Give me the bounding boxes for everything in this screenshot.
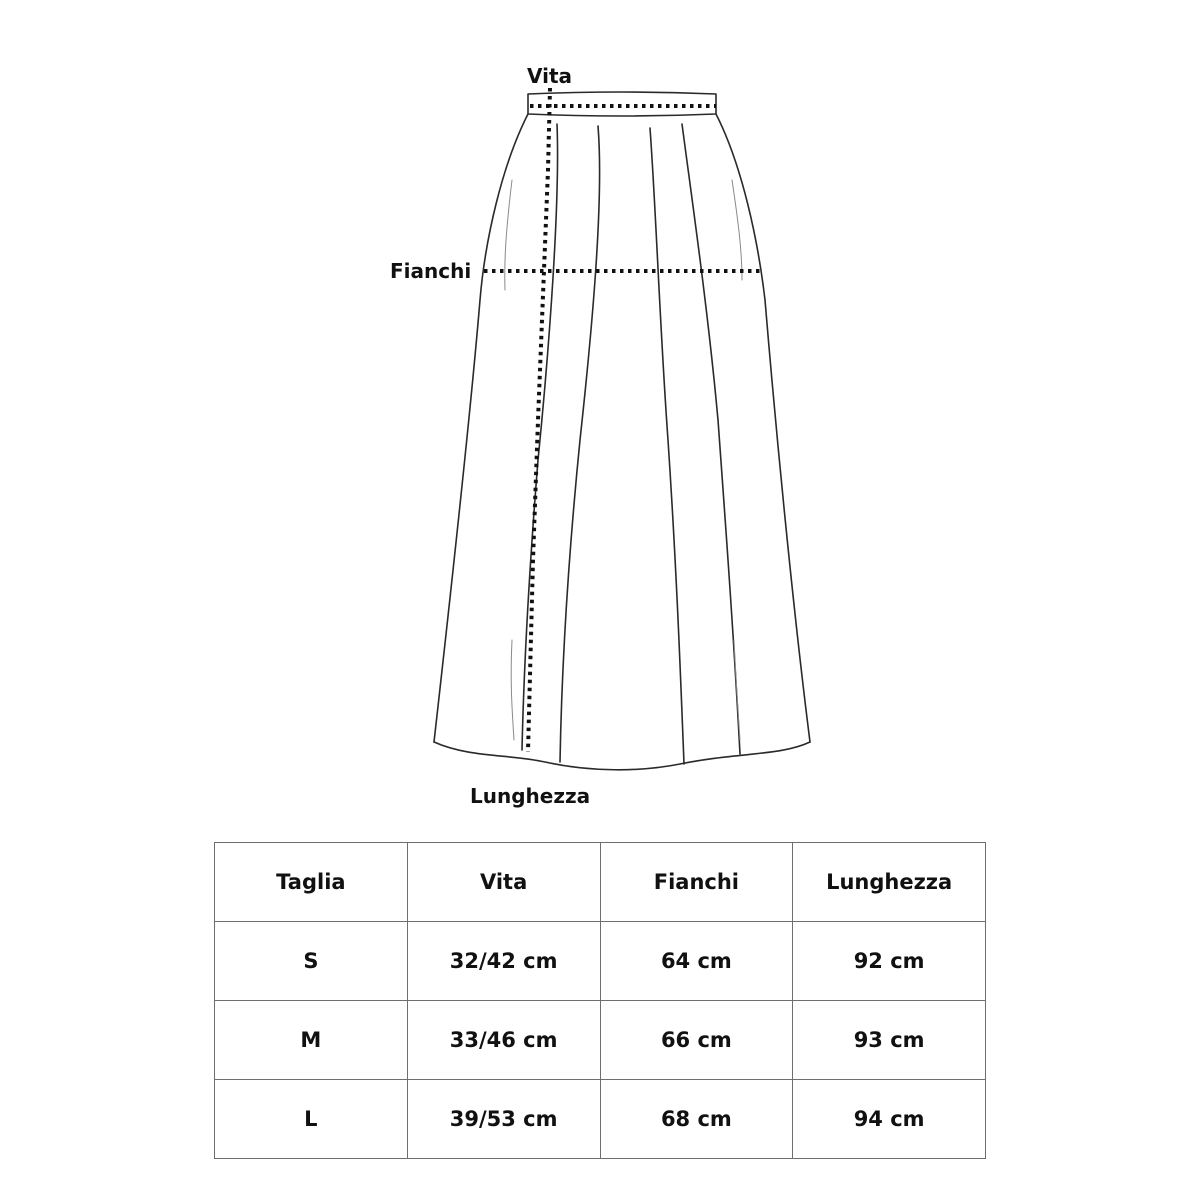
skirt-hem [434, 742, 810, 770]
length-label: Lunghezza [470, 784, 591, 808]
skirt-seam-line [511, 640, 514, 740]
skirt-pleat-line [650, 128, 684, 764]
waist-cell: 33/46 cm [407, 1001, 600, 1080]
hips-cell: 64 cm [600, 922, 793, 1001]
waist-cell: 39/53 cm [407, 1080, 600, 1159]
size-cell: S [215, 922, 408, 1001]
skirt-seam-line [732, 180, 742, 280]
length-cell: 92 cm [793, 922, 986, 1001]
skirt-pleat-line [682, 124, 740, 754]
hips-cell: 68 cm [600, 1080, 793, 1159]
header-cell-hips: Fianchi [600, 843, 793, 922]
skirt-seam-line [734, 640, 740, 740]
skirt-seam-line [505, 180, 512, 290]
size-cell: L [215, 1080, 408, 1159]
header-cell-waist: Vita [407, 843, 600, 922]
header-cell-size: Taglia [215, 843, 408, 922]
header-cell-length: Lunghezza [793, 843, 986, 922]
waist-cell: 32/42 cm [407, 922, 600, 1001]
hips-label: Fianchi [390, 259, 472, 283]
table-header-row [215, 843, 986, 922]
hips-cell: 66 cm [600, 1001, 793, 1080]
table-row [215, 922, 986, 1001]
table-row [215, 1080, 986, 1159]
skirt-pleat-line [560, 126, 600, 762]
length-measure-line [528, 88, 550, 752]
length-cell: 93 cm [793, 1001, 986, 1080]
skirt-right-side [716, 114, 810, 742]
size-cell: M [215, 1001, 408, 1080]
skirt-left-side [434, 114, 528, 742]
table-row [215, 1001, 986, 1080]
skirt-pleat-line [522, 124, 558, 750]
size-chart-table [214, 842, 986, 1159]
waist-label: Vita [527, 64, 573, 88]
length-cell: 94 cm [793, 1080, 986, 1159]
